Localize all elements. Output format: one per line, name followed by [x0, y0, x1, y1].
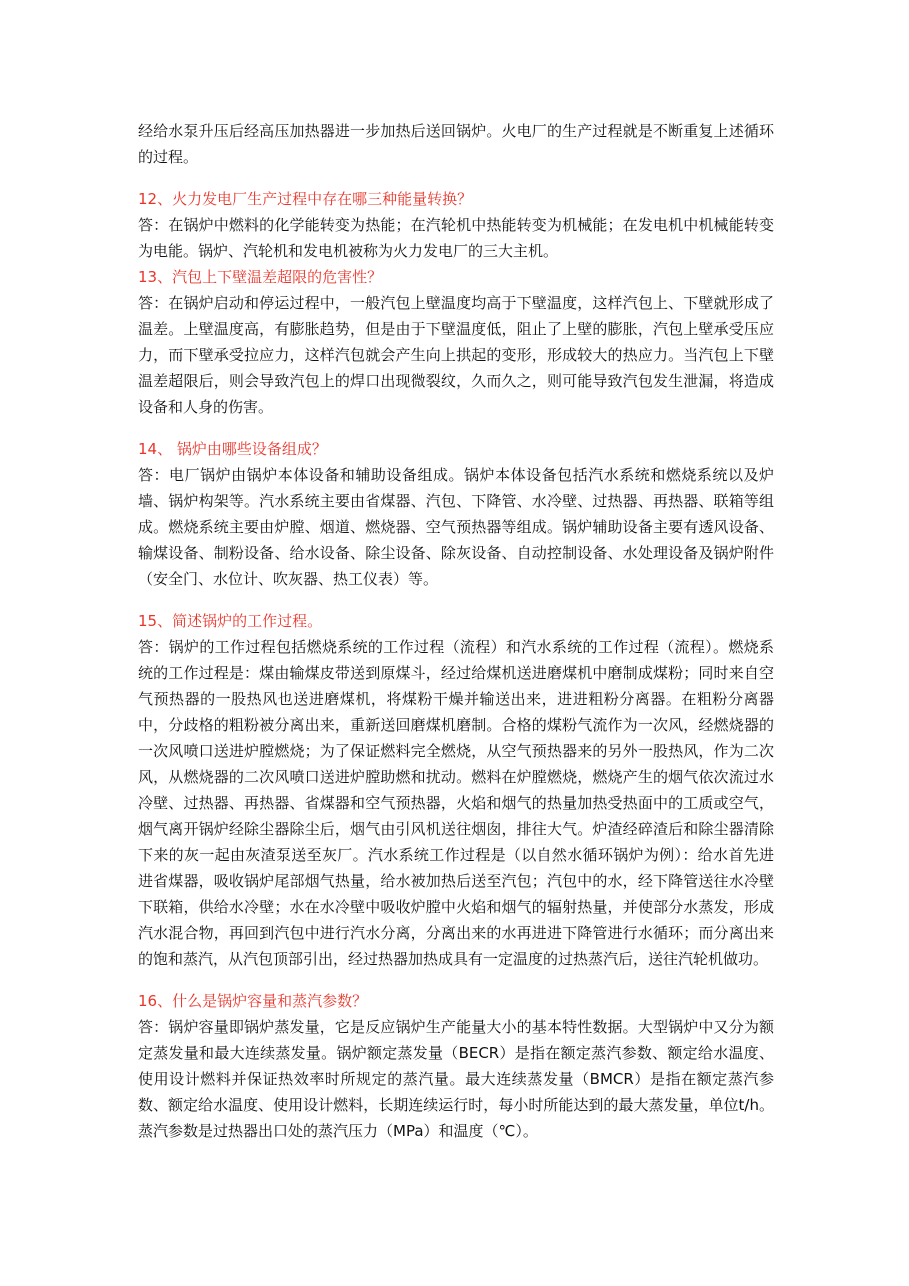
section-gap [138, 972, 774, 988]
question-heading: 12、火力发电厂生产过程中存在哪三种能量转换？ [138, 190, 473, 208]
question-heading: 16、什么是锅炉容量和蒸汽参数？ [138, 992, 368, 1010]
section-gap [138, 592, 774, 608]
answer-paragraph: 答：电厂锅炉由锅炉本体设备和辅助设备组成。锅炉本体设备包括汽水系统和燃烧系统以及炉墙、锅炉构架等。汽水系统主要由省煤器、汽包、下降管、水冷壁、过热器、再热器、联箱等组成。燃烧系统主要由炉膛、烟道、燃烧器、空气预热器等组成。锅炉辅助设备主要有透风设备、输煤设备、制粉设备、给水设备、除尘设备、除灰设备、自动控制设备、水处理设备及锅炉附件（安全门、水位计、吹灰器、热工仪表）等。 [138, 466, 774, 588]
answer-paragraph: 答：在锅炉启动和停运过程中，一般汽包上壁温度均高于下壁温度，这样汽包上、下壁就形成了温差。上壁温度高，有膨胀趋势，但是由于下壁温度低，阻止了上壁的膨胀，汽包上壁承受压应力，而下壁承受拉应力，这样汽包就会产生向上拱起的变形，形成较大的热应力。当汽包上下壁温差超限后，则会导致汽包上的焊口出现微裂纹，久而久之，则可能导致汽包发生泄漏，将造成设备和人身的伤害。 [138, 294, 774, 416]
section-gap [138, 420, 774, 436]
question-heading: 13、汽包上下壁温差超限的危害性？ [138, 268, 383, 286]
answer-paragraph: 答：在锅炉中燃料的化学能转变为热能；在汽轮机中热能转变为机械能；在发电机中机械能转变为电能。锅炉、汽轮机和发电机被称为火力发电厂的三大主机。 [138, 216, 774, 260]
intro-paragraph: 经给水泵升压后经高压加热器进一步加热后送回锅炉。火电厂的生产过程就是不断重复上述循环的过程。 [138, 122, 774, 166]
section-q14 [138, 436, 774, 592]
section-q12 [138, 186, 774, 264]
document-page [138, 118, 774, 1144]
answer-paragraph: 答：锅炉的工作过程包括燃烧系统的工作过程（流程）和汽水系统的工作过程（流程）。燃烧系统的工作过程是：煤由输煤皮带送到原煤斗，经过给煤机送进磨煤机中磨制成煤粉；同时来自空气预热器的一股热风也送进磨煤机，将煤粉干燥并输送出来，进进粗粉分离器。在粗粉分离器中，分歧格的粗粉被分离出来，重新送回磨煤机磨制。合格的煤粉气流作为一次风，经燃烧器的一次风喷口送进炉膛燃烧；为了保证燃料完全燃烧，从空气预热器来的另外一股热风，作为二次风，从燃烧器的二次风喷口送进炉膛助燃和扰动。燃料在炉膛燃烧，燃烧产生的烟气依次流过水冷壁、过热器、再热器、省煤器和空气预热器，火焰和烟气的热量加热受热面中的工质或空气，烟气离开锅炉经除尘器除尘后，烟气由引风机送往烟囱，排往大气。炉渣经碎渣后和除尘器清除下来的灰一起由灰渣泵送至灰厂。汽水系统工作过程是（以自然水循环锅炉为例）：给水首先进进省煤器，吸收锅炉尾部烟气热量，给水被加热后送至汽包；汽包中的水，经下降管送往水冷壁下联箱，供给水冷壁；水在水冷壁中吸收炉膛中火焰和烟气的辐射热量，并使部分水蒸发，形成汽水混合物，再回到汽包中进行汽水分离，分离出来的水再进进下降管进行水循环；而分离出来的饱和蒸汽，从汽包顶部引出，经过热器加热成具有一定温度的过热蒸汽后，送往汽轮机做功。 [138, 638, 774, 968]
answer-paragraph: 答：锅炉容量即锅炉蒸发量，它是反应锅炉生产能量大小的基本特性数据。大型锅炉中又分为额定蒸发量和最大连续蒸发量。锅炉额定蒸发量（BECR）是指在额定蒸汽参数、额定给水温度、使用设计燃料并保证热效率时所规定的蒸汽量。最大连续蒸发量（BMCR）是指在额定蒸汽参数、额定给水温度、使用设计燃料，长期连续运行时，每小时所能达到的最大蒸发量，单位t/h。蒸汽参数是过热器出口处的蒸汽压力（MPa）和温度（℃）。 [138, 1018, 774, 1140]
question-heading: 14、 锅炉由哪些设备组成？ [138, 440, 327, 458]
section-q15 [138, 608, 774, 972]
section-q13 [138, 264, 774, 420]
section-gap [138, 170, 774, 186]
section-q16 [138, 988, 774, 1144]
question-heading: 15、简述锅炉的工作过程。 [138, 612, 323, 630]
